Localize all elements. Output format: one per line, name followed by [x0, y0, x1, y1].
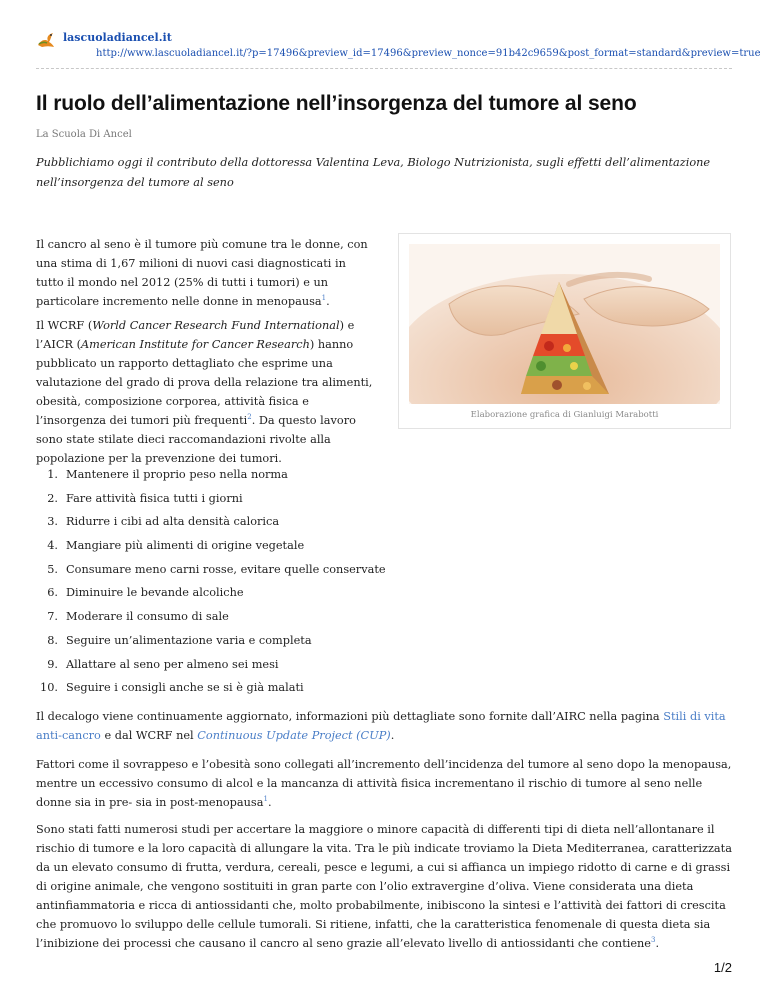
footnote-ref[interactable]: 2: [247, 413, 252, 422]
article-figure: [398, 233, 731, 429]
paragraph-decalogue: Il decalogo viene continuamente aggiornato, informazioni più dettagliate sono fornite dall’AIRC nella pagina Stili di vita anti-cancro e dal WCRF nel Continuous Update Project (CUP).: [36, 710, 726, 742]
list-item: 2. Fare attività fisica tutti i giorni: [47, 491, 243, 505]
paragraph-risk-factors: Fattori come il sovrappeso e l’obesità sono collegati all’incremento dell’incidenza del tumore al seno dopo la menopausa, mentre un eccessivo consumo di alcol e la mancanza di attività fisica incrementano il rischio di tumore al seno nelle donne sia in pre- sia in post-menopausa$^1$.: [36, 758, 732, 809]
figure-caption: Elaborazione grafica di Gianluigi Marabotti: [470, 410, 659, 420]
list-item: 1. Mantenere il proprio peso nella norma: [47, 468, 288, 481]
article-intro: Pubblichiamo oggi il contributo della dottoressa Valentina Leva, Biologo Nutrizionista, sugli effetti dell’alimentazione nell’insorgenza del tumore al seno: [36, 156, 711, 189]
list-item: 6. Diminuire le bevande alcoliche: [47, 586, 244, 600]
footnote-ref[interactable]: 1: [263, 795, 268, 804]
paragraph-wcrf-report: Il WCRF (World Cancer Research Fund International) e l’AICR (American Institute for Cancer Research) hanno pubblicato un rapporto dettagliato che esprime una valutazione del grado di prova della relazione tra alimenti, obesità, composizione corporea, attività fisica e l’insorgenza dei tumori più frequenti$^2$. Da questo lavoro sono state stilate dieci raccomandazioni rivolte alla popolazione per la prevenzione dei tumori.: [36, 319, 373, 465]
list-item: 9. Allattare al seno per almeno sei mesi: [47, 657, 279, 671]
footnote-ref[interactable]: 3: [651, 936, 656, 945]
food-pyramid-photo: [409, 244, 720, 404]
wcrf-cup-link[interactable]: Continuous Update Project (CUP): [197, 729, 391, 742]
article-author: La Scuola Di Ancel: [36, 129, 132, 140]
article-title: Il ruolo dell’alimentazione nell’insorgenza del tumore al seno: [36, 92, 637, 115]
list-item: 10. Seguire i consigli anche se si è già malati: [40, 681, 304, 695]
site-name-link[interactable]: lascuoladiancel.it: [63, 31, 172, 44]
list-item: 4. Mangiare più alimenti di origine vegetale: [47, 539, 305, 553]
food-pyramid-illustration: [409, 244, 720, 404]
list-item: 7. Moderare il consumo di sale: [47, 610, 229, 624]
page-url-link[interactable]: http://www.lascuoladiancel.it/?p=17496&preview_id=17496&preview_nonce=91b42c9659&post_format=standard&preview=true: [96, 48, 761, 59]
footnote-ref[interactable]: 1: [321, 294, 327, 303]
paragraph-breast-cancer-stats: Il cancro al seno è il tumore più comune tra le donne, con una stima di 1,67 milioni di nuovi casi diagnosticati in tutto il mondo nel 2012 (25% di tutti i tumori) e un particolare incremento nelle donne in menopausa$^1$.: [36, 238, 368, 308]
list-item: 8. Seguire un’alimentazione varia e completa: [47, 633, 312, 647]
page-number: 1/2: [713, 960, 732, 975]
list-item: 3. Ridurre i cibi ad alta densità calorica: [47, 515, 280, 529]
recommendations-list: [36, 463, 436, 700]
bird-logo-icon: [36, 31, 56, 49]
paragraph-mediterranean-diet: Sono stati fatti numerosi studi per accertare la maggiore o minore capacità di differenti tipi di dieta nell’allontanare il rischio di tumore e la loro capacità di allungare la vita. Tra le più indicate troviamo la Dieta Mediterranea, caratterizzata da un elevato consumo di frutta, verdura, cereali, pesce e legumi, a cui si affianca un impiego ridotto di carne e di grassi di origine animale, che vengono sostituiti in gran parte con l’olio extravergine d’oliva. Viene considerata una dieta antinfiammatoria e ricca di antiossidanti che, molto probabilmente, inibiscono la sintesi e l’attività dei fattori di crescita che promuovo lo sviluppo delle cellule tumorali. Si ritiene, infatti, che la caratteristica fenomenale di questa dieta sia l’inibizione dei processi che causano il cancro al seno grazie all’elevato livello di antiossidanti che contiene$^3$.: [36, 823, 732, 950]
list-item: 5. Consumare meno carni rosse, evitare quelle conservate: [47, 562, 386, 576]
header-divider: [36, 68, 732, 69]
airc-lifestyle-link[interactable]: Stili di vita anti-cancro: [36, 710, 726, 742]
